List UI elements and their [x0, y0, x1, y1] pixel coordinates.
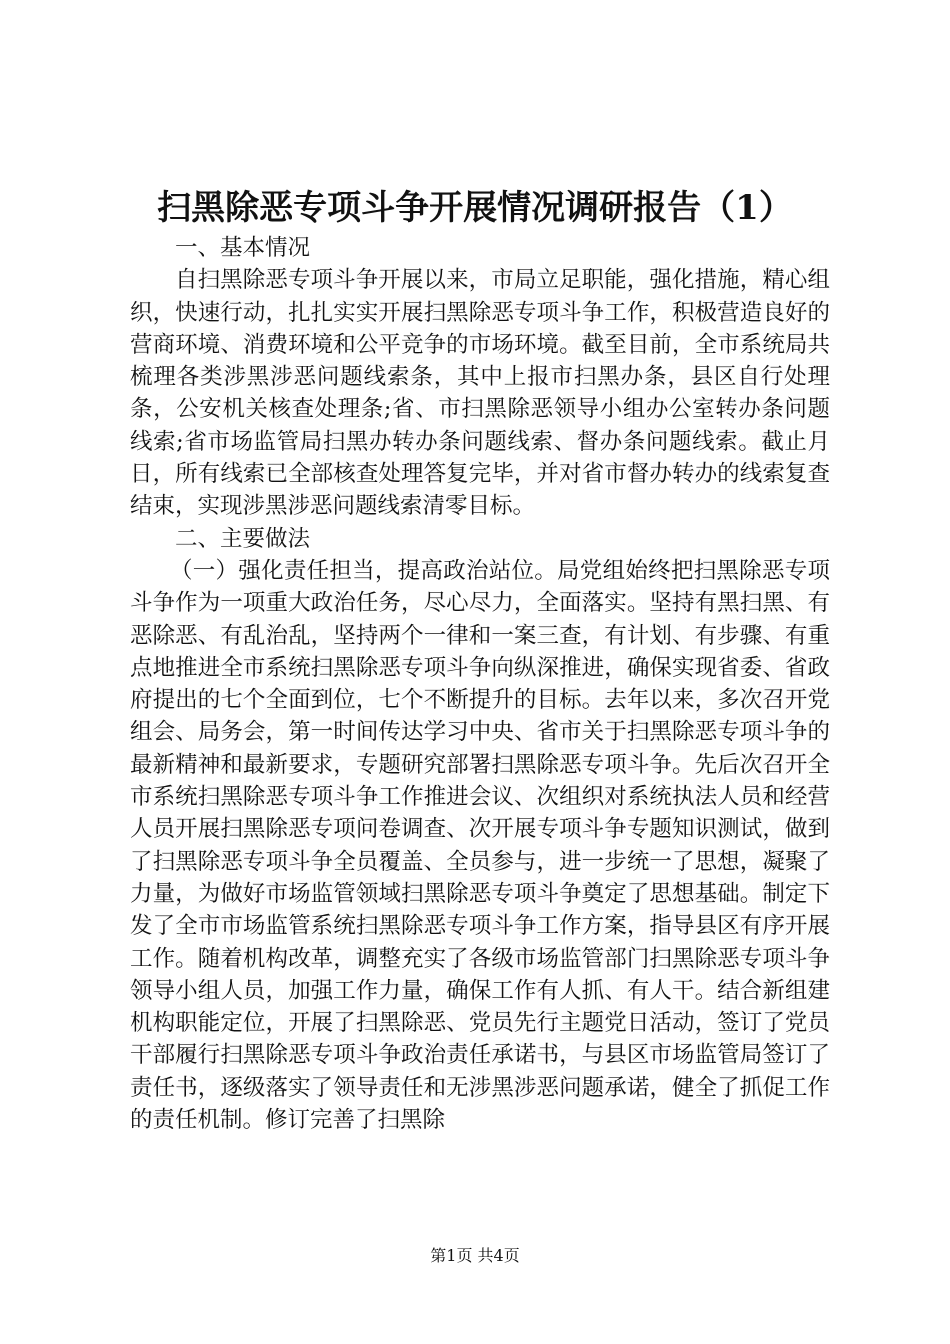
document-body — [130, 232, 830, 1136]
section-heading-basic-situation: 一、基本情况 — [175, 235, 311, 261]
section-heading-main-practices: 二、主要做法 — [175, 525, 311, 552]
page-number-footer: 第1页 共4页 — [430, 1246, 520, 1265]
paragraph-main-practices: （一）强化责任担当，提高政治站位。局党组始终把扫黑除恶专项斗争作为一项重大政治任务，尽心尽力，全面落实。坚持有黑扫黑、有恶除恶、有乱治乱，坚持两个一律和一案三查，有计划、有步骤、有重点地推进全市系统扫黑除恶专项斗争向纵深推进，确保实现省委、省政府提出的七个全面到位，七个不断提升的目标。去年以来，多次召开党组会、局务会，第一时间传达学习中央、省市关于扫黑除恶专项斗争的最新精神和最新要求，专题研究部署扫黑除恶专项斗争。先后次召开全市系统扫黑除恶专项斗争工作推进会议、次组织对系统执法人员和经营人员开展扫黑除恶专项问卷调查、次开展专项斗争专题知识测试，做到了扫黑除恶专项斗争全员覆盖、全员参与，进一步统一了思想，凝聚了力量，为做好市场监管领域扫黑除恶专项斗争奠定了思想基础。制定下发了全市市场监管系统扫黑除恶专项斗争工作方案，指导县区有序开展工作。随着机构改革，调整充实了各级市场监管部门扫黑除恶专项斗争领导小组人员，加强工作力量，确保工作有人抓、有人干。结合新组建机构职能定位，开展了扫黑除恶、党员先行主题党日活动，签订了党员干部履行扫黑除恶专项斗争政治责任承诺书，与县区市场监管局签订了责任书，逐级落实了领导责任和无涉黑涉恶问题承诺，健全了抓促工作的责任机制。修订完善了扫黑除 — [130, 557, 830, 1134]
document-title: 扫黑除恶专项斗争开展情况调研报告（1） — [157, 188, 793, 228]
paragraph-basic-situation: 自扫黑除恶专项斗争开展以来，市局立足职能，强化措施，精心组织，快速行动，扎扎实实开展扫黑除恶专项斗争工作，积极营造良好的营商环境、消费环境和公平竞争的市场环境。截至目前，全市系统局共梳理各类涉黑涉恶问题线索条，其中上报市扫黑办条，县区自行处理条，公安机关核查处理条;省、市扫黑除恶领导小组办公室转办条问题线索;省市场监管局扫黑办转办条问题线索、督办条问题线索。截止月日，所有线索已全部核查处理答复完毕，并对省市督办转办的线索复查结束，实现涉黑涉恶问题线索清零目标。 — [130, 267, 830, 520]
